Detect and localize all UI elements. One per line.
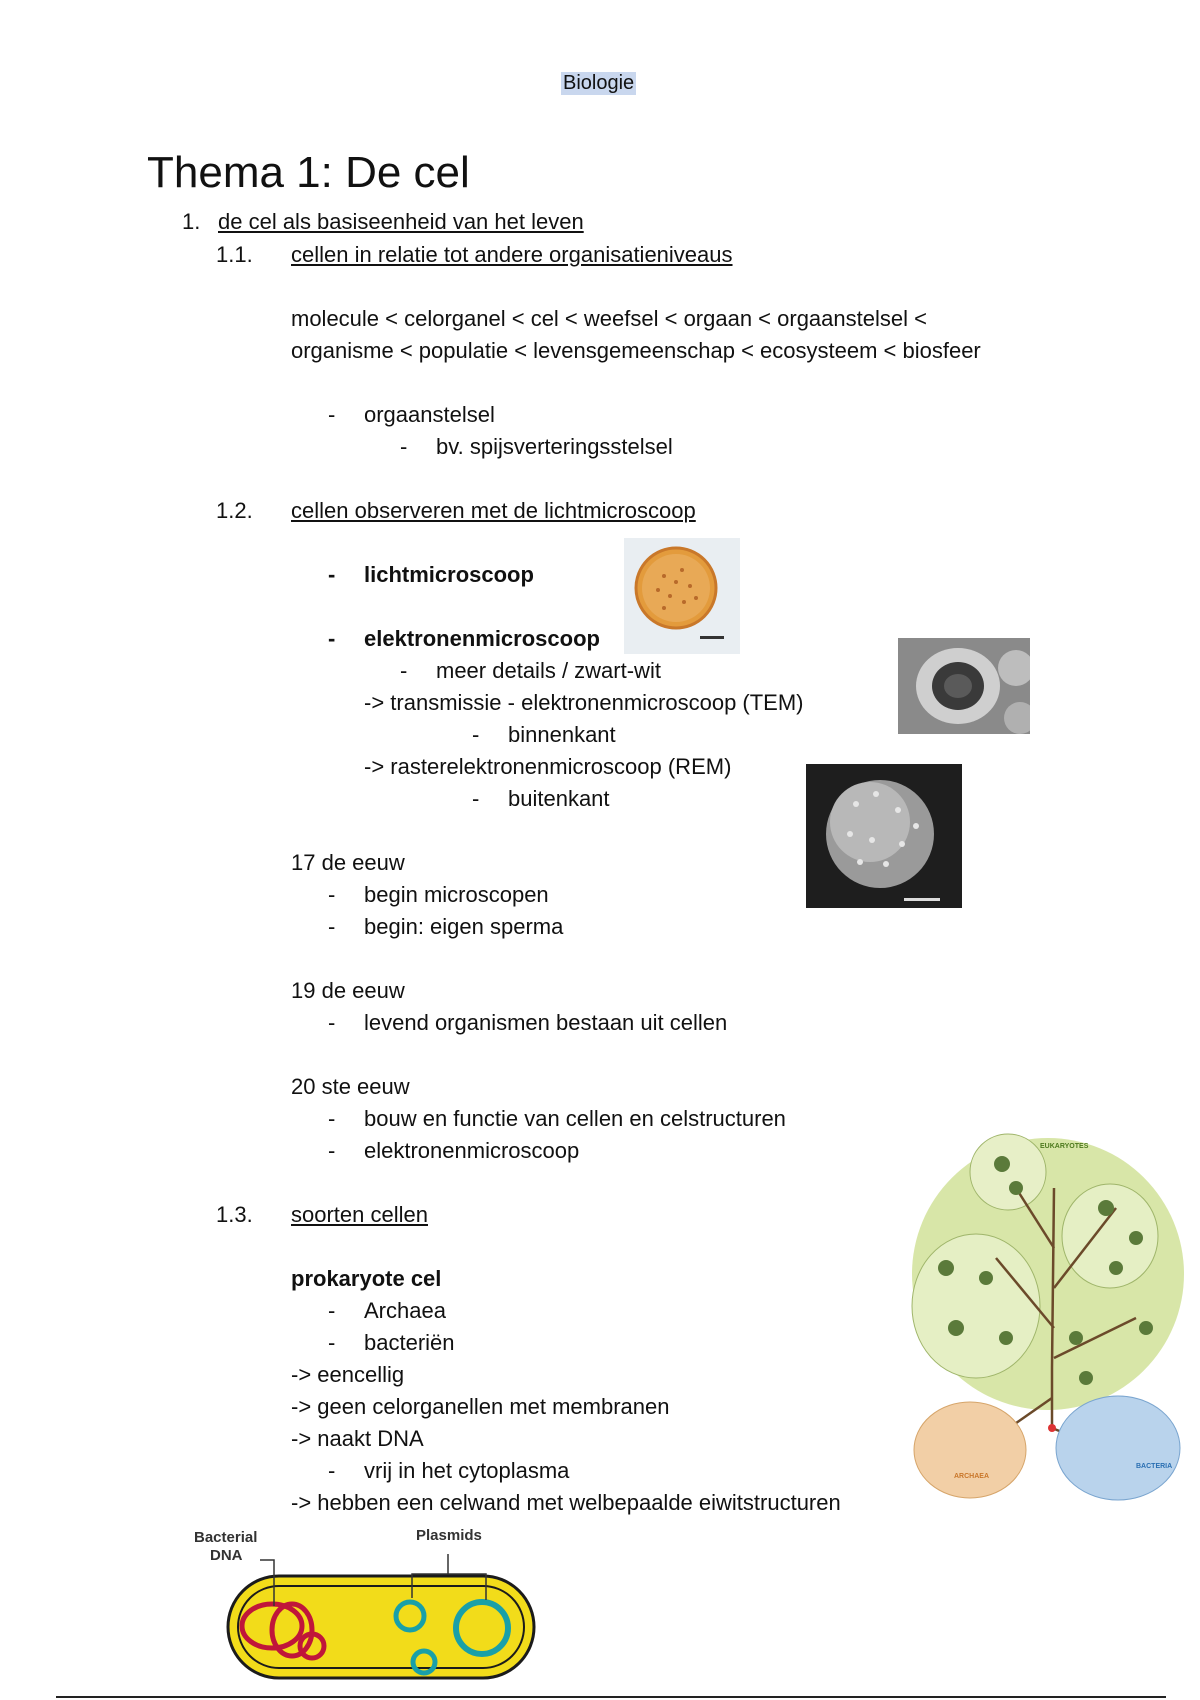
rem-image [806,764,962,908]
subsection-heading: cellen in relatie tot andere organisatieniveaus [291,242,733,267]
tem-image [898,638,1030,734]
bullet-dash: - [400,658,408,683]
bullet-text: vrij in het cytoplasma [364,1458,570,1483]
document-header: Biologie [563,72,635,94]
bacterial-dna-label-2: DNA [210,1547,243,1564]
subsection-heading: soorten cellen [291,1202,428,1227]
bullet-text: bouw en functie van cellen en celstructuren [364,1106,786,1131]
bacteria-label: BACTERIA [1136,1463,1173,1470]
bullet-dash: - [328,1298,336,1323]
bullet-dash: - [328,1330,336,1355]
bullet-text: levend organismen bestaan uit cellen [364,1010,728,1035]
text-line: 19 de eeuw [291,978,405,1003]
text-line: 20 ste eeuw [291,1074,410,1099]
text-line: -> hebben een celwand met welbepaalde eiwitstructuren [291,1490,841,1515]
subsection-number: 1.1. [216,242,253,267]
bullet-dash: - [328,914,336,939]
tree-of-life-image [906,1128,1184,1514]
text-line: prokaryote cel [291,1266,442,1291]
bullet-text: begin microscopen [364,882,549,907]
text-line: -> geen celorganellen met membranen [291,1394,670,1419]
text-line: molecule < celorganel < cel < weefsel < orgaan < orgaanstelsel < [291,306,927,331]
text-line: -> naakt DNA [291,1426,424,1451]
bullet-text: orgaanstelsel [364,402,495,427]
light-microscope-image [624,538,740,654]
bacterial-dna-label-1: Bacterial [194,1529,258,1546]
bullet-text: begin: eigen sperma [364,914,564,939]
bullet-dash: - [328,626,336,651]
text-line: -> rasterelektronenmicroscoop (REM) [364,754,732,779]
text-line: organisme < populatie < levensgemeenschap < ecosysteem < biosfeer [291,338,981,363]
bullet-text: elektronenmicroscoop [364,626,600,651]
bullet-text: lichtmicroscoop [364,562,534,587]
subsection-number: 1.3. [216,1202,253,1227]
bullet-dash: - [328,1010,336,1035]
bullet-text: Archaea [364,1298,446,1323]
text-line: -> transmissie - elektronenmicroscoop (TEM) [364,690,804,715]
plasmids-label: Plasmids [416,1527,482,1544]
bullet-text: meer details / zwart-wit [436,658,661,683]
subsection-heading: cellen observeren met de lichtmicroscoop [291,498,696,523]
page-divider [56,1696,1166,1698]
bullet-text: bv. spijsverteringsstelsel [436,434,673,459]
bullet-text: binnenkant [508,722,616,747]
bullet-dash: - [328,562,336,587]
bullet-dash: - [328,1106,336,1131]
text-line: 17 de eeuw [291,850,405,875]
eukaryotes-label: EUKARYOTES [1040,1143,1089,1150]
bacterial-cell-diagram [182,1518,546,1686]
bullet-dash: - [328,1458,336,1483]
bullet-dash: - [328,1138,336,1163]
bullet-dash: - [472,786,480,811]
subsection-number: 1.2. [216,498,253,523]
bullet-text: bacteriën [364,1330,455,1355]
bullet-dash: - [328,402,336,427]
page-title: Thema 1: De cel [147,148,470,197]
bullet-dash: - [400,434,408,459]
archaea-label: ARCHAEA [954,1473,989,1480]
bullet-dash: - [328,882,336,907]
bullet-dash: - [472,722,480,747]
section-heading: de cel als basiseenheid van het leven [218,209,584,234]
bullet-text: elektronenmicroscoop [364,1138,580,1163]
section-number: 1. [182,209,201,234]
text-line: -> eencellig [291,1362,405,1387]
bullet-text: buitenkant [508,786,610,811]
